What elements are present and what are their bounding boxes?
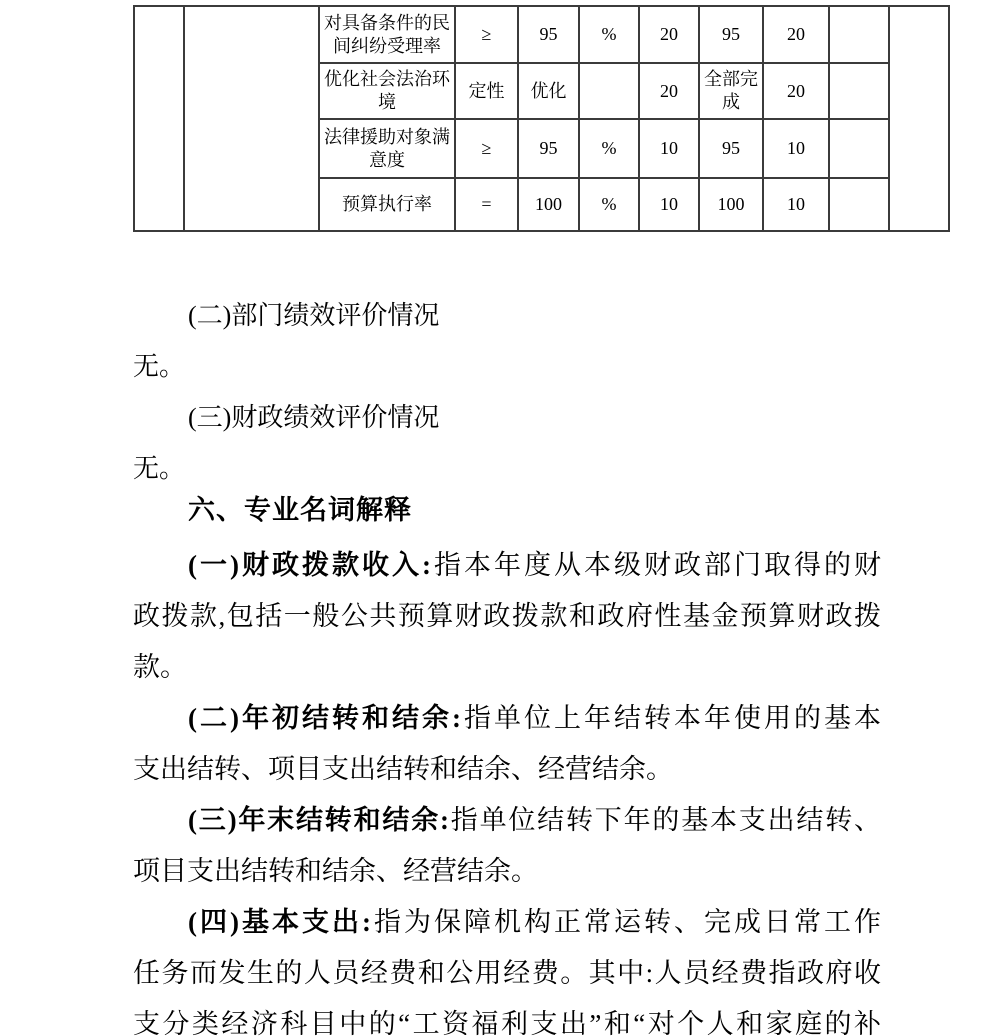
definition-text: 指为保障机构正常运转、完成日常工作 <box>370 907 881 937</box>
subsection-3-title: (三)财政绩效评价情况 <box>188 403 440 432</box>
score-cell: 10 <box>763 119 829 178</box>
performance-indicator-table <box>133 5 950 232</box>
definition-line <box>133 855 881 888</box>
subsection-3-body: 无。 <box>133 454 186 483</box>
actual-value-cell: 100 <box>699 178 763 231</box>
score-cell: 20 <box>763 6 829 63</box>
definition-text: 指单位结转下年的基本支出结转、 <box>448 805 881 835</box>
definition-line <box>133 702 881 735</box>
definition-line <box>133 804 881 837</box>
empty-cell <box>829 119 889 178</box>
actual-value-cell: 全部完成 <box>699 63 763 119</box>
indicator-name-cell: 法律援助对象满意度 <box>319 119 455 178</box>
target-value-cell: 95 <box>518 6 579 63</box>
actual-value-cell: 95 <box>699 6 763 63</box>
definition-term: (四)基本支出: <box>188 907 371 937</box>
definition-text: 指单位上年结转本年使用的基本 <box>460 703 881 733</box>
target-value-cell: 优化 <box>518 63 579 119</box>
definition-text: 政拨款,包括一般公共预算财政拨款和政府性基金预算财政拨 <box>133 601 881 631</box>
operator-cell: ≥ <box>455 119 518 178</box>
definition-term: (二)年初结转和结余: <box>188 703 461 733</box>
empty-cell <box>829 63 889 119</box>
unit-cell: % <box>579 119 639 178</box>
section-6-heading: 六、专业名词解释 <box>188 495 412 525</box>
definition-line <box>133 957 881 990</box>
target-value-cell: 95 <box>518 119 579 178</box>
indicator-name-cell: 预算执行率 <box>319 178 455 231</box>
definition-text: 款。 <box>133 652 187 682</box>
weight-cell: 10 <box>639 178 699 231</box>
definition-line <box>133 753 881 786</box>
definition-line <box>133 1008 881 1036</box>
definition-text: 任务而发生的人员经费和公用经费。其中:人员经费指政府收 <box>133 958 881 988</box>
merged-empty-cell-col2 <box>184 6 319 231</box>
definition-text: 指本年度从本级财政部门取得的财 <box>430 550 881 580</box>
weight-cell: 20 <box>639 6 699 63</box>
score-cell: 10 <box>763 178 829 231</box>
indicator-name-cell: 优化社会法治环境 <box>319 63 455 119</box>
target-value-cell: 100 <box>518 178 579 231</box>
definition-line <box>133 906 881 939</box>
weight-cell: 10 <box>639 119 699 178</box>
weight-cell: 20 <box>639 63 699 119</box>
definition-text: 支分类经济科目中的“工资福利支出”和“对个人和家庭的补 <box>133 1009 881 1036</box>
merged-empty-cell-col1 <box>134 6 184 231</box>
definition-text: 支出结转、项目支出结转和结余、经营结余。 <box>133 754 673 784</box>
definition-line <box>133 600 881 633</box>
actual-value-cell: 95 <box>699 119 763 178</box>
empty-cell <box>829 178 889 231</box>
unit-cell: % <box>579 6 639 63</box>
subsection-2-title: (二)部门绩效评价情况 <box>188 301 440 330</box>
definition-line <box>133 549 881 582</box>
operator-cell: = <box>455 178 518 231</box>
table-row <box>134 6 949 63</box>
merged-empty-cell-last <box>889 6 949 231</box>
unit-cell <box>579 63 639 119</box>
definition-term: (一)财政拨款收入: <box>188 550 431 580</box>
indicator-name-cell: 对具备条件的民间纠纷受理率 <box>319 6 455 63</box>
empty-cell <box>829 6 889 63</box>
score-cell: 20 <box>763 63 829 119</box>
subsection-2-body: 无。 <box>133 352 186 381</box>
operator-cell: 定性 <box>455 63 518 119</box>
operator-cell: ≥ <box>455 6 518 63</box>
definition-text: 项目支出结转和结余、经营结余。 <box>133 856 538 886</box>
definition-line <box>133 651 881 684</box>
definition-term: (三)年末结转和结余: <box>188 805 449 835</box>
unit-cell: % <box>579 178 639 231</box>
